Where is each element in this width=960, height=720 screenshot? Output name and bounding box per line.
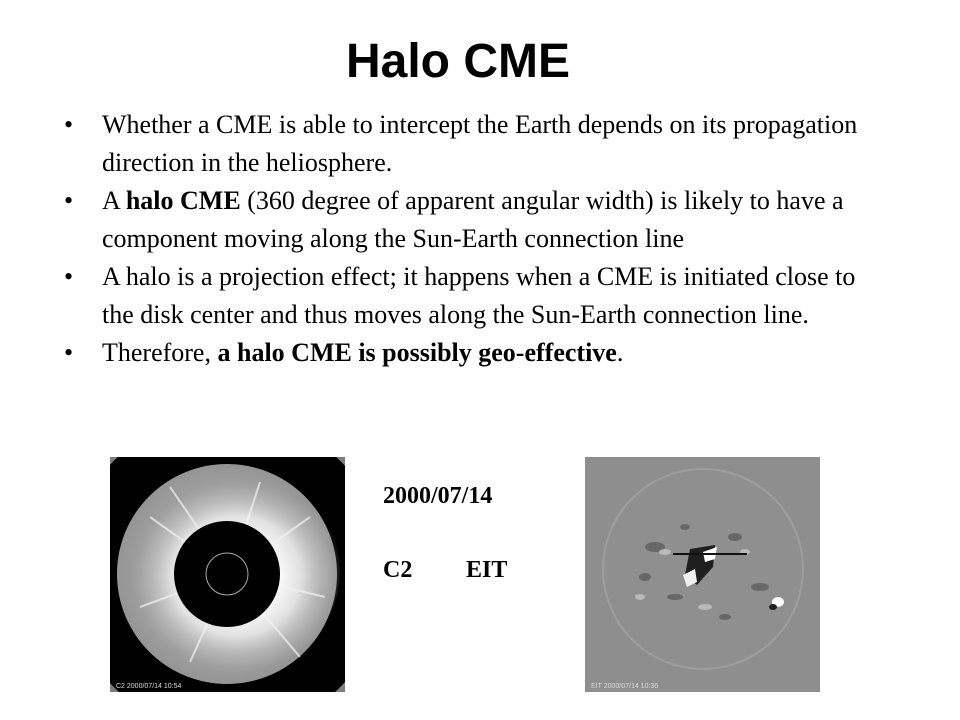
bullet-text: Therefore, <box>102 338 218 367</box>
bullet-text: (360 degree of apparent angular width) is likely to have a component moving along the Sun-Earth connection line <box>102 186 844 253</box>
slide-title: Halo CME <box>345 35 570 88</box>
bullet-marker: • <box>64 262 74 291</box>
lasco-caption: C2 2000/07/14 10:54 <box>116 683 182 690</box>
eit-caption: EIT 2000/07/14 10:36 <box>591 683 659 690</box>
date-label: 2000/07/14 <box>383 483 493 509</box>
bullet-text: A <box>102 186 126 215</box>
bullet-item <box>64 334 884 372</box>
bullet-item <box>64 182 884 258</box>
eit-image <box>585 457 820 692</box>
eit-graphic <box>585 457 820 692</box>
c2-label: C2 <box>383 557 413 583</box>
bullet-marker: • <box>64 338 74 367</box>
bullet-list <box>64 106 884 372</box>
eit-label: EIT <box>466 557 508 583</box>
bullet-text: . <box>616 338 624 367</box>
coronagraph-graphic <box>110 457 345 692</box>
bullet-text-bold: a halo CME is possibly geo-effective <box>217 338 617 367</box>
bullet-marker: • <box>64 186 74 215</box>
bullet-marker: • <box>64 110 74 139</box>
lasco-c2-image <box>110 457 345 692</box>
bullet-item <box>64 106 884 182</box>
bullet-item <box>64 258 884 334</box>
bullet-text: Whether a CME is able to intercept the Earth depends on its propagation direction in the heliosphere. <box>102 110 858 177</box>
bullet-text: A halo is a projection effect; it happens when a CME is initiated close to the disk center and thus moves along the Sun-Earth connection line. <box>102 262 856 329</box>
bullet-text-bold: halo CME <box>125 186 241 215</box>
